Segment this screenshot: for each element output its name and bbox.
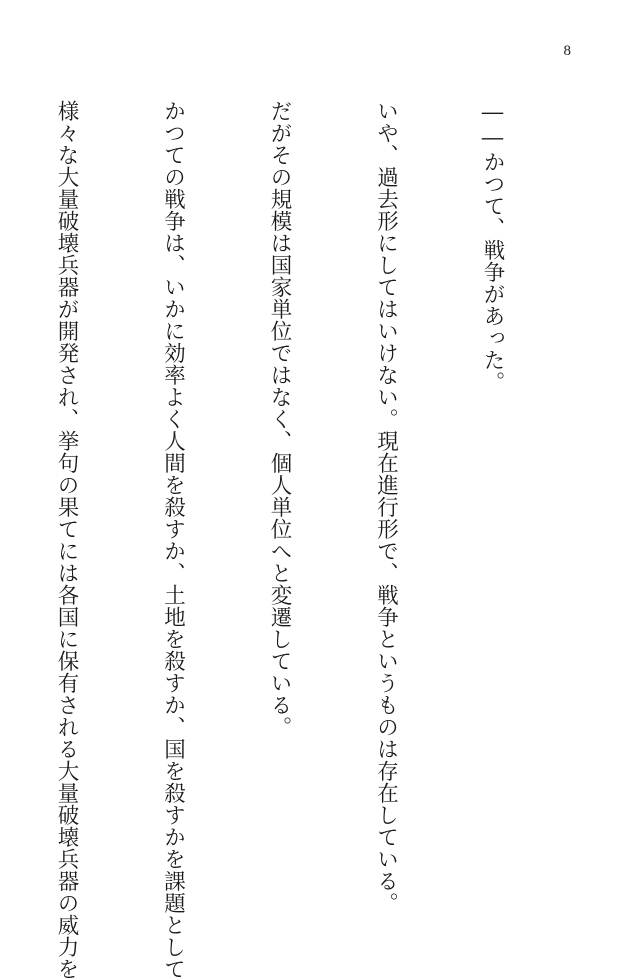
vertical-text-body — [0, 100, 581, 980]
text-line: 様々な大量破壊兵器が開発され、挙句の果てには各国に保有される大量破壊兵器の威力を — [54, 100, 79, 980]
text-line: だがその規模は国家単位ではなく、個人単位へと変遷している。 — [267, 100, 292, 738]
text-line: かつての戦争は、いかに効率よく人間を殺すか、土地を殺すか、国を殺すかを課題として — [160, 100, 186, 980]
text-line: いや、過去形にしてはいけない。現在進行形で、戦争というものは存在している。 — [373, 100, 399, 914]
page-number: 8 — [563, 43, 571, 59]
text-line: ――かつて、戦争があった。 — [480, 100, 505, 393]
